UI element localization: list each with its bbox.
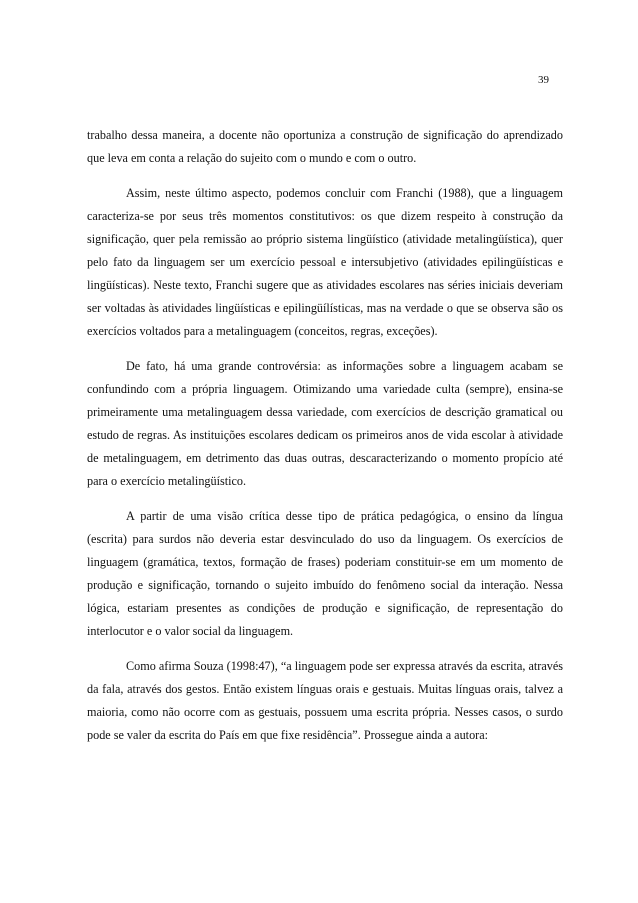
- paragraph-3: De fato, há uma grande controvérsia: as informações sobre a linguagem acabam se confundindo com a própria linguagem. Otimizando uma variedade culta (sempre), ensina-se primeiramente uma metalinguagem dessa variedade, com exercícios de descrição gramatical ou estudo de regras. As instituições escolares dedicam os primeiros anos de vida escolar à atividade de metalinguagem, em detrimento das duas outras, descaracterizando o momento propício até para o exercício metalingüístico.: [87, 359, 563, 488]
- body-text: [87, 124, 563, 759]
- page-number: 39: [538, 74, 549, 86]
- paragraph-1: trabalho dessa maneira, a docente não oportuniza a construção de significação do aprendizado que leva em conta a relação do sujeito com o mundo e com o outro.: [87, 128, 563, 165]
- paragraph-4: A partir de uma visão crítica desse tipo de prática pedagógica, o ensino da língua (escrita) para surdos não deveria estar desvinculado do uso da linguagem. Os exercícios de linguagem (gramática, textos, formação de frases) poderiam constituir-se em um momento de produção e significação, tornando o sujeito imbuído do fenômeno social da interação. Nessa lógica, estariam presentes as condições de produção e significação, de representação do interlocutor e o valor social da linguagem.: [87, 509, 563, 638]
- paragraph-5: Como afirma Souza (1998:47), “a linguagem pode ser expressa através da escrita, através da fala, através dos gestos. Então existem línguas orais e gestuais. Muitas línguas orais, talvez a maioria, como não ocorre com as gestuais, possuem uma escrita própria. Nesses casos, o surdo pode se valer da escrita do País em que fixe residência”. Prossegue ainda a autora:: [87, 659, 563, 742]
- paragraph-2: Assim, neste último aspecto, podemos concluir com Franchi (1988), que a linguagem caracteriza-se por seus três momentos constitutivos: os que dizem respeito à construção da significação, quer pela remissão ao próprio sistema lingüístico (atividade metalingüística), quer pelo fato da linguagem ser um exercício pessoal e intersubjetivo (atividades epilingüísticas e lingüísticas). Neste texto, Franchi sugere que as atividades escolares nas séries iniciais deveriam ser voltadas às atividades lingüísticas e epilingüílísticas, mas na verdade o que se observa são os exercícios voltados para a metalinguagem (conceitos, regras, exceções).: [87, 186, 563, 338]
